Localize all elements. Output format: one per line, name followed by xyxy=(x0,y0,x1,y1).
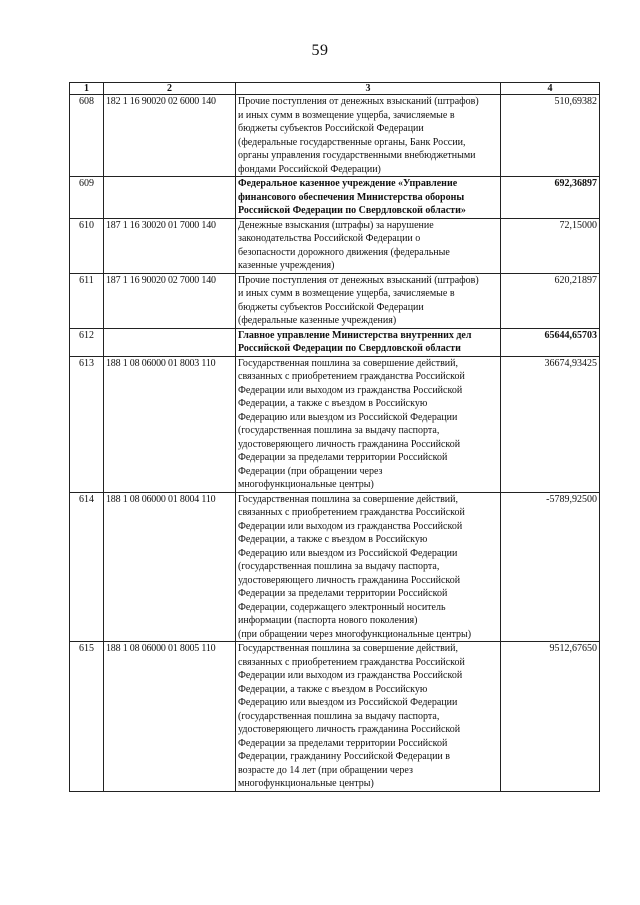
revenue-name xyxy=(236,642,501,792)
revenue-name-line: Федерацию или выездом из Российской Федерации xyxy=(238,697,458,708)
revenue-name-line: Федерации или выходом из гражданства Российской xyxy=(238,520,463,532)
row-number: 613 xyxy=(70,356,104,492)
revenue-name-line: (государственная пошлина за выдачу паспорта, xyxy=(238,425,440,436)
revenue-name-line: связанных с приобретением гражданства Российской xyxy=(238,371,465,382)
amount: 510,69382 xyxy=(501,95,600,177)
revenue-name-line: бюджеты субъектов Российской Федерации xyxy=(238,123,424,134)
revenue-name-line: Российской Федерации по Свердловской области xyxy=(238,343,461,354)
revenue-name-line: многофункциональные центры) xyxy=(238,479,374,490)
header-col-2: 2 xyxy=(104,83,236,95)
revenue-name-line: Федерации (при обращении через xyxy=(238,465,383,477)
revenue-name-line: Федерации, а также с въездом в Российскую xyxy=(238,534,428,545)
budget-table xyxy=(69,82,600,792)
amount: 9512,67650 xyxy=(501,642,600,792)
budget-classification-code: 187 1 16 30020 01 7000 140 xyxy=(104,218,236,273)
revenue-name-line: Денежные взыскания (штрафы) за нарушение xyxy=(238,219,434,231)
revenue-name-line: Федерацию или выездом из Российской Федерации xyxy=(238,411,458,423)
table-header-row xyxy=(70,83,600,95)
revenue-name-line: Государственная пошлина за совершение действий, xyxy=(238,493,459,505)
amount: -5789,92500 xyxy=(501,492,600,642)
revenue-name-line: казенные учреждения) xyxy=(238,260,335,271)
revenue-name-line: Российской Федерации по Свердловской области» xyxy=(238,205,466,216)
row-number: 615 xyxy=(70,642,104,792)
table-row xyxy=(70,356,600,492)
revenue-name-line: удостоверяющего личность гражданина Российской xyxy=(238,438,461,450)
revenue-name-line: финансового обеспечения Министерства обороны xyxy=(238,191,465,203)
revenue-name-line: связанных с приобретением гражданства Российской xyxy=(238,656,465,668)
revenue-name-line: Федерации, гражданину Российской Федерации в xyxy=(238,751,450,762)
budget-classification-code: 188 1 08 06000 01 8003 110 xyxy=(104,356,236,492)
budget-classification-code: 182 1 16 90020 02 6000 140 xyxy=(104,95,236,177)
revenue-name-line: Федерации за пределами территории Российской xyxy=(238,588,448,599)
revenue-name-line: и иных сумм в возмещение ущерба, зачисляемые в xyxy=(238,109,455,121)
revenue-name xyxy=(236,218,501,273)
revenue-name xyxy=(236,273,501,328)
revenue-name-line: Федеральное казенное учреждение «Управление xyxy=(238,178,458,189)
row-number: 608 xyxy=(70,95,104,177)
table-row xyxy=(70,492,600,642)
page-number: 59 xyxy=(311,42,329,59)
revenue-name xyxy=(236,328,501,356)
revenue-name-line: (государственная пошлина за выдачу паспорта, xyxy=(238,561,440,572)
table-row xyxy=(70,177,600,219)
header-col-4: 4 xyxy=(501,83,600,95)
table-row xyxy=(70,642,600,792)
table-body xyxy=(70,95,600,792)
row-number: 612 xyxy=(70,328,104,356)
table-row xyxy=(70,95,600,177)
budget-classification-code: 187 1 16 90020 02 7000 140 xyxy=(104,273,236,328)
revenue-name-line: Федерации, содержащего электронный носитель xyxy=(238,601,446,613)
revenue-name-line: (федеральные казенные учреждения) xyxy=(238,315,397,326)
revenue-name-line: законодательства Российской Федерации о xyxy=(238,233,421,244)
header-col-1: 1 xyxy=(70,83,104,95)
revenue-name-line: Федерации или выходом из гражданства Российской xyxy=(238,384,463,396)
revenue-name-line: связанных с приобретением гражданства Российской xyxy=(238,507,465,518)
revenue-name-line: (федеральные государственные органы, Банк России, xyxy=(238,136,466,148)
row-number: 611 xyxy=(70,273,104,328)
revenue-name-line: удостоверяющего личность гражданина Российской xyxy=(238,574,461,586)
revenue-name-line: информации (паспорта нового поколения) xyxy=(238,615,418,626)
table-row xyxy=(70,218,600,273)
revenue-name-line: безопасности дорожного движения (федеральные xyxy=(238,246,450,258)
budget-classification-code: 188 1 08 06000 01 8004 110 xyxy=(104,492,236,642)
budget-classification-code xyxy=(104,177,236,219)
revenue-name-line: Федерации, а также с въездом в Российскую xyxy=(238,398,428,409)
revenue-name-line: Прочие поступления от денежных взысканий (штрафов) xyxy=(238,274,479,286)
revenue-name-line: Федерации за пределами территории Российской xyxy=(238,737,448,749)
revenue-name xyxy=(236,492,501,642)
table-row xyxy=(70,273,600,328)
amount: 36674,93425 xyxy=(501,356,600,492)
revenue-name xyxy=(236,95,501,177)
revenue-name-line: Государственная пошлина за совершение действий, xyxy=(238,357,459,369)
row-number: 610 xyxy=(70,218,104,273)
revenue-name-line: бюджеты субъектов Российской Федерации xyxy=(238,301,424,313)
revenue-name-line: Федерации или выходом из гражданства Российской xyxy=(238,670,463,681)
row-number: 609 xyxy=(70,177,104,219)
revenue-name-line: органы управления государственными внебюджетными xyxy=(238,150,476,161)
revenue-name-line: и иных сумм в возмещение ущерба, зачисляемые в xyxy=(238,288,455,299)
revenue-name-line: (при обращении через многофункциональные центры) xyxy=(238,628,472,640)
revenue-name-line: Федерации за пределами территории Российской xyxy=(238,452,448,463)
revenue-name-line: многофункциональные центры) xyxy=(238,778,374,789)
budget-classification-code: 188 1 08 06000 01 8005 110 xyxy=(104,642,236,792)
amount: 620,21897 xyxy=(501,273,600,328)
revenue-name-line: (государственная пошлина за выдачу паспорта, xyxy=(238,710,440,722)
revenue-name-line: Главное управление Министерства внутренних дел xyxy=(238,329,472,341)
revenue-name-line: фондами Российской Федерации) xyxy=(238,163,381,175)
revenue-name-line: Прочие поступления от денежных взысканий (штрафов) xyxy=(238,96,479,107)
row-number: 614 xyxy=(70,492,104,642)
amount: 72,15000 xyxy=(501,218,600,273)
amount: 692,36897 xyxy=(501,177,600,219)
table-row xyxy=(70,328,600,356)
revenue-name-line: Федерацию или выездом из Российской Федерации xyxy=(238,547,458,559)
revenue-name-line: возрасте до 14 лет (при обращении через xyxy=(238,764,413,776)
revenue-name xyxy=(236,356,501,492)
budget-classification-code xyxy=(104,328,236,356)
revenue-name-line: Государственная пошлина за совершение действий, xyxy=(238,643,459,654)
revenue-name xyxy=(236,177,501,219)
header-col-3: 3 xyxy=(236,83,501,95)
amount: 65644,65703 xyxy=(501,328,600,356)
revenue-name-line: удостоверяющего личность гражданина Российской xyxy=(238,724,461,735)
revenue-name-line: Федерации, а также с въездом в Российскую xyxy=(238,683,428,695)
